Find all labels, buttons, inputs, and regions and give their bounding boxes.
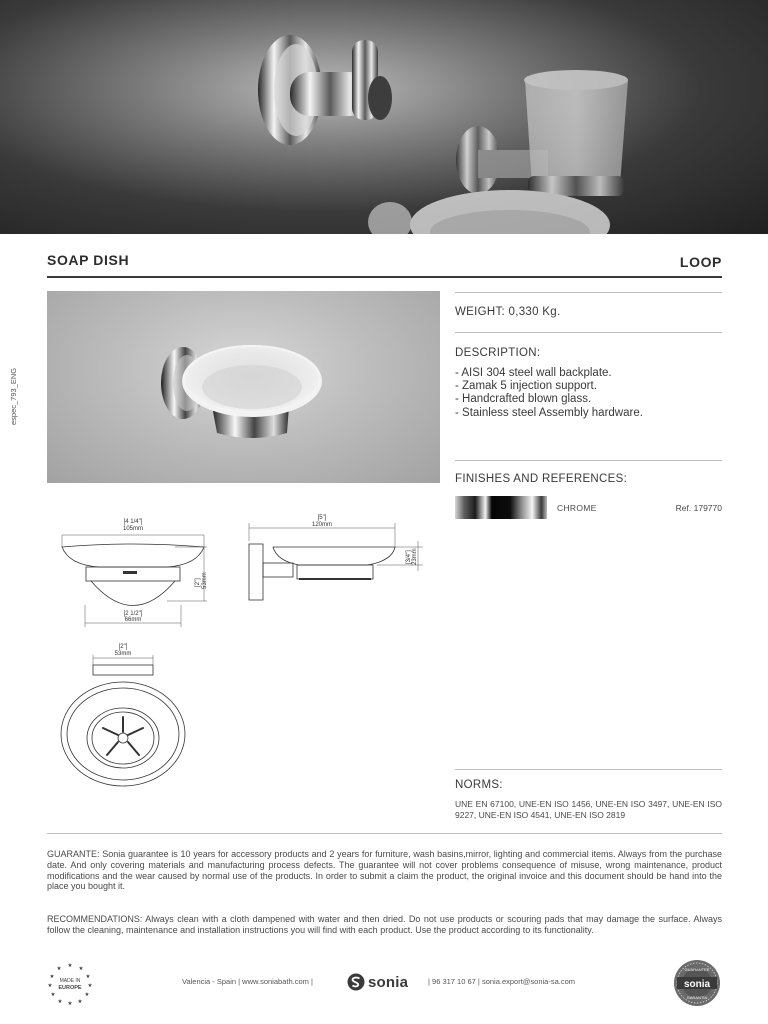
side-height-in: [3/4"]: [406, 550, 412, 564]
seal-brand: sonia: [683, 979, 711, 990]
svg-text:★: ★: [50, 992, 56, 998]
description-item: - Zamak 5 injection support.: [455, 380, 597, 393]
finish-reference: Ref. 179770: [675, 503, 722, 513]
collection-title: LOOP: [679, 254, 722, 270]
guarantee-text: GUARANTE: Sonia guarantee is 10 years for accessory products and 2 years for furniture, wash basins,mirror, lighting and commercial items. Always from the purchase date. And only covering materials and manufacturing process defects. The guarantee will not cover problems consequence of misuse, wrong maintenance, product modifications and the wear caused by normal use of the products. In order to submit a claim the product, the original invoice and this document should be hand into the place you bought it.: [47, 849, 722, 892]
sonia-logo-icon: [347, 973, 365, 991]
front-width-mm: 105mm: [122, 526, 144, 532]
product-photo: [47, 291, 440, 483]
divider: [455, 292, 722, 293]
made-in-europe-badge: [47, 961, 93, 1005]
product-type-title: SOAP DISH: [47, 252, 130, 268]
svg-text:★: ★: [87, 983, 93, 989]
hero-photo: [0, 0, 768, 234]
front-height-in: [2"]: [195, 578, 201, 587]
divider: [455, 332, 722, 333]
svg-text:★: ★: [77, 999, 83, 1005]
seal-bottom-text: GARANTÍA: [686, 995, 708, 1000]
side-depth-mm: 120mm: [311, 522, 333, 528]
description-label: DESCRIPTION:: [455, 347, 541, 359]
spec-code: espec_793_ENG: [9, 367, 18, 425]
side-view-drawing: [249, 523, 423, 600]
plate-dia-in: [2"]: [118, 644, 128, 650]
guarantee-seal: [673, 959, 721, 1007]
badge-europe: EUROPE: [58, 985, 82, 991]
recommendations-text: RECOMMENDATIONS: Always clean with a cloth dampened with water and then dried. Do not use products or scouring pads that may damage the surface. Always follow the cleaning, maintenance and installation instructions you will find with each product. Use the product according to its functionality.: [47, 914, 722, 935]
front-height-mm: 53mm: [202, 572, 208, 589]
base-width-in: [2 1/2"]: [123, 611, 143, 617]
front-width-in: [4 1/4"]: [123, 519, 143, 525]
svg-text:★: ★: [78, 966, 84, 972]
svg-text:★: ★: [85, 974, 91, 980]
soap-dish-illustration: [47, 291, 440, 483]
contact-left: Valencia - Spain | www.soniabath.com |: [182, 977, 313, 986]
finishes-label: FINISHES AND REFERENCES:: [455, 473, 628, 485]
svg-text:★: ★: [57, 999, 63, 1005]
norms-text: UNE EN 67100, UNE-EN ISO 1456, UNE-EN ISO 3497, UNE-EN ISO 9227, UNE-EN ISO 4541, UNE-EN ISO 2819: [455, 799, 722, 820]
svg-text:★: ★: [84, 992, 90, 998]
svg-text:★: ★: [67, 963, 73, 969]
divider: [455, 769, 722, 770]
divider: [47, 833, 722, 834]
contact-right: | 96 317 10 67 | sonia.export@sonia-sa.com: [428, 977, 576, 986]
description-list: [455, 367, 643, 420]
title-row: [47, 250, 722, 278]
svg-text:★: ★: [56, 966, 62, 972]
hero-product-illustration: [0, 0, 768, 234]
plate-dia-mm: 53mm: [114, 651, 132, 657]
technical-drawings: [47, 505, 427, 815]
side-depth-in: [5"]: [317, 515, 327, 521]
top-view-drawing: [61, 655, 185, 786]
badge-made-in: MADE IN: [59, 978, 81, 984]
weight-text: WEIGHT: 0,330 Kg.: [455, 306, 561, 318]
svg-text:★: ★: [47, 983, 53, 989]
finish-name: CHROME: [557, 503, 597, 513]
description-item: - AISI 304 steel wall backplate.: [455, 367, 612, 379]
svg-text:★: ★: [67, 1001, 73, 1005]
svg-text:★: ★: [49, 974, 55, 980]
sonia-wordmark: sonia: [368, 973, 409, 991]
divider: [455, 460, 722, 461]
description-item: - Handcrafted blown glass.: [455, 393, 592, 406]
base-width-mm: 66mm: [124, 617, 142, 623]
norms-label: NORMS:: [455, 779, 503, 791]
description-item: - Stainless steel Assembly hardware.: [455, 406, 643, 419]
sonia-logo: [347, 973, 408, 991]
chrome-finish-swatch: [455, 496, 547, 519]
seal-top-text: GUARANTEE: [684, 967, 710, 972]
side-height-mm: 23mm: [412, 548, 418, 565]
